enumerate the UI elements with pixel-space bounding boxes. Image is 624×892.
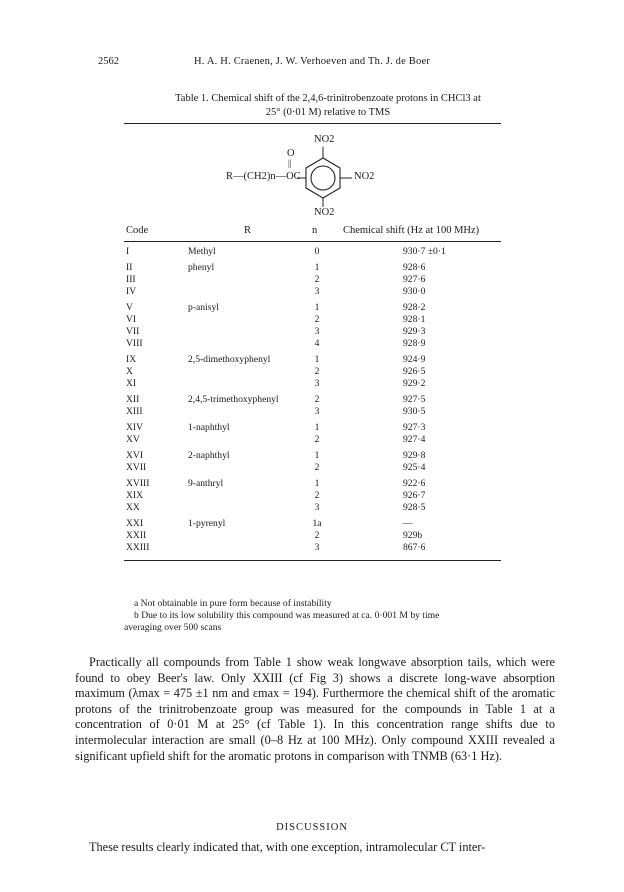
cell-shift: 929·2: [403, 378, 426, 389]
table-row: [0, 530, 624, 542]
cell-n: 0: [314, 246, 320, 257]
cell-n: 3: [314, 406, 320, 417]
cell-r: 9-anthryl: [188, 478, 224, 489]
cell-n: 2: [314, 530, 320, 541]
carbonyl-double-bond: ||: [288, 158, 292, 168]
cell-shift: 867·6: [403, 542, 426, 553]
table-top-rule: [124, 123, 501, 124]
table-row: [0, 462, 624, 474]
cell-n: 1: [314, 422, 320, 433]
column-header-r: R: [244, 225, 252, 236]
cell-n: 3: [314, 542, 320, 553]
discussion-first-line: These results clearly indicated that, with one exception, intramolecular CT inter-: [89, 840, 486, 854]
cell-shift: 928·9: [403, 338, 426, 349]
cell-shift: 928·1: [403, 314, 426, 325]
cell-shift: —: [403, 518, 413, 529]
cell-shift: 927·5: [403, 394, 426, 405]
cell-shift: 929·3: [403, 326, 426, 337]
cell-r: 2,5-dimethoxyphenyl: [188, 354, 271, 365]
table-header-rule: [124, 241, 501, 242]
cell-shift: 926·5: [403, 366, 426, 377]
table-row: [0, 490, 624, 502]
cell-n: 1a: [312, 518, 322, 529]
table-row: [0, 326, 624, 338]
cell-shift: 930·7 ±0·1: [403, 246, 446, 257]
bottom-nitro-label: NO2: [314, 207, 335, 218]
footnote-a: a Not obtainable in pure form because of instability: [134, 598, 332, 609]
cell-shift: 929b: [403, 530, 423, 541]
table-row: [0, 434, 624, 446]
cell-code: XVIII: [126, 478, 150, 489]
top-nitro-label: NO2: [314, 134, 335, 145]
cell-code: IV: [126, 286, 137, 297]
running-authors: H. A. H. Craenen, J. W. Verhoeven and Th. J. de Boer: [194, 56, 431, 67]
column-header-shift: Chemical shift (Hz at 100 MHz): [343, 225, 480, 236]
table-row: [0, 274, 624, 286]
cell-code: XXIII: [126, 542, 150, 553]
cell-r: Methyl: [188, 246, 216, 257]
table-row: [0, 450, 624, 462]
section-heading: DISCUSSION: [276, 822, 348, 833]
table-row: [0, 286, 624, 298]
table-caption-line2: 25° (0·01 M) relative to TMS: [265, 107, 391, 118]
cell-code: XVII: [126, 462, 147, 473]
cell-code: XIII: [126, 406, 143, 417]
table-body: [0, 246, 624, 554]
cell-n: 2: [314, 462, 320, 473]
cell-shift: 928·5: [403, 502, 426, 513]
cell-n: 1: [314, 302, 320, 313]
cell-code: XV: [126, 434, 140, 445]
running-header: [98, 56, 570, 70]
cell-r: 1-naphthyl: [188, 422, 230, 433]
page-number: 2562: [98, 56, 119, 67]
cell-r: p-anisyl: [188, 302, 219, 313]
cell-r: 2,4,5-trimethoxyphenyl: [188, 394, 279, 405]
cell-n: 1: [314, 354, 320, 365]
right-nitro-label: NO2: [354, 171, 375, 182]
cell-code: XIV: [126, 422, 144, 433]
cell-n: 2: [314, 366, 320, 377]
table-caption-line1: Table 1. Chemical shift of the 2,4,6-trinitrobenzoate protons in CHCl3 at: [175, 93, 481, 104]
table-footnotes: [124, 598, 504, 634]
body-paragraph: Practically all compounds from Table 1 show weak longwave absorption tails, which were found to obey Beer's law. Only XXIII (cf Fig 3) shows a discrete long-wave absorption maximum (λmax = 475 ±1 nm and εmax = 194). Furthermore the chemical shift of the aromatic protons of the trinitrobenzoate group was measured for the compounds in Table 1 at a concentration of 0·01 M at 25° (cf Table 1). In this concentration range shifts due to intermolecular interaction are small (0–8 Hz at 100 MHz). Only compound XXIII revealed a significant upfield shift for the aromatic protons in comparison with TNMB (63·1 Hz).: [75, 655, 555, 763]
cell-r: phenyl: [188, 262, 215, 273]
benzene-ring-drawing: [124, 131, 501, 221]
table-row: [0, 354, 624, 366]
cell-shift: 928·2: [403, 302, 426, 313]
cell-code: XXI: [126, 518, 144, 529]
cell-r: 2-naphthyl: [188, 450, 230, 461]
ester-chain-label: R—(CH2)n—OC: [226, 171, 301, 182]
cell-n: 1: [314, 478, 320, 489]
cell-r: 1-pyrenyl: [188, 518, 226, 529]
cell-n: 2: [314, 394, 320, 405]
cell-code: V: [126, 302, 133, 313]
cell-n: 3: [314, 378, 320, 389]
table-row: [0, 502, 624, 514]
cell-n: 4: [314, 338, 320, 349]
cell-code: I: [126, 246, 130, 257]
cell-shift: 925·4: [403, 462, 426, 473]
cell-code: III: [126, 274, 136, 285]
cell-shift: 924·9: [403, 354, 426, 365]
cell-code: VIII: [126, 338, 143, 349]
table-row: [0, 314, 624, 326]
cell-code: VI: [126, 314, 137, 325]
cell-code: IX: [126, 354, 137, 365]
cell-shift: 927·6: [403, 274, 426, 285]
cell-n: 3: [314, 326, 320, 337]
table-row: [0, 478, 624, 490]
table-row: [0, 366, 624, 378]
cell-code: XX: [126, 502, 140, 513]
table-row: [0, 422, 624, 434]
cell-code: II: [126, 262, 133, 273]
cell-code: VII: [126, 326, 140, 337]
table-row: [0, 378, 624, 390]
table-row: [0, 406, 624, 418]
cell-shift: 930·5: [403, 406, 426, 417]
cell-shift: 922·6: [403, 478, 426, 489]
table-bottom-rule: [124, 560, 501, 561]
table-row: [0, 262, 624, 274]
cell-shift: 929·8: [403, 450, 426, 461]
cell-shift: 927·4: [403, 434, 426, 445]
cell-shift: 928·6: [403, 262, 426, 273]
table-row: [0, 394, 624, 406]
cell-code: XII: [126, 394, 140, 405]
cell-code: XVI: [126, 450, 144, 461]
table-row: [0, 518, 624, 530]
column-header-code: Code: [126, 225, 149, 236]
cell-n: 1: [314, 262, 320, 273]
footnote-b: b Due to its low solubility this compound was measured at ca. 0·001 M by time: [134, 610, 440, 621]
cell-code: XXII: [126, 530, 147, 541]
table-row: [0, 302, 624, 314]
cell-n: 3: [314, 502, 320, 513]
cell-n: 3: [314, 286, 320, 297]
cell-code: XIX: [126, 490, 144, 501]
cell-n: 2: [314, 314, 320, 325]
cell-code: XI: [126, 378, 137, 389]
cell-code: X: [126, 366, 133, 377]
carbonyl-oxygen-label: O: [287, 148, 295, 159]
cell-shift: 930·0: [403, 286, 426, 297]
column-header-n: n: [312, 225, 318, 236]
footnote-b-continued: averaging over 500 scans: [124, 622, 222, 633]
cell-n: 2: [314, 274, 320, 285]
structure-diagram: [124, 131, 501, 221]
cell-shift: 927·3: [403, 422, 426, 433]
table-caption: [98, 92, 558, 120]
cell-n: 1: [314, 450, 320, 461]
cell-n: 2: [314, 490, 320, 501]
table-row: [0, 542, 624, 554]
cell-n: 2: [314, 434, 320, 445]
table-row: [0, 246, 624, 258]
cell-shift: 926·7: [403, 490, 426, 501]
table-row: [0, 338, 624, 350]
